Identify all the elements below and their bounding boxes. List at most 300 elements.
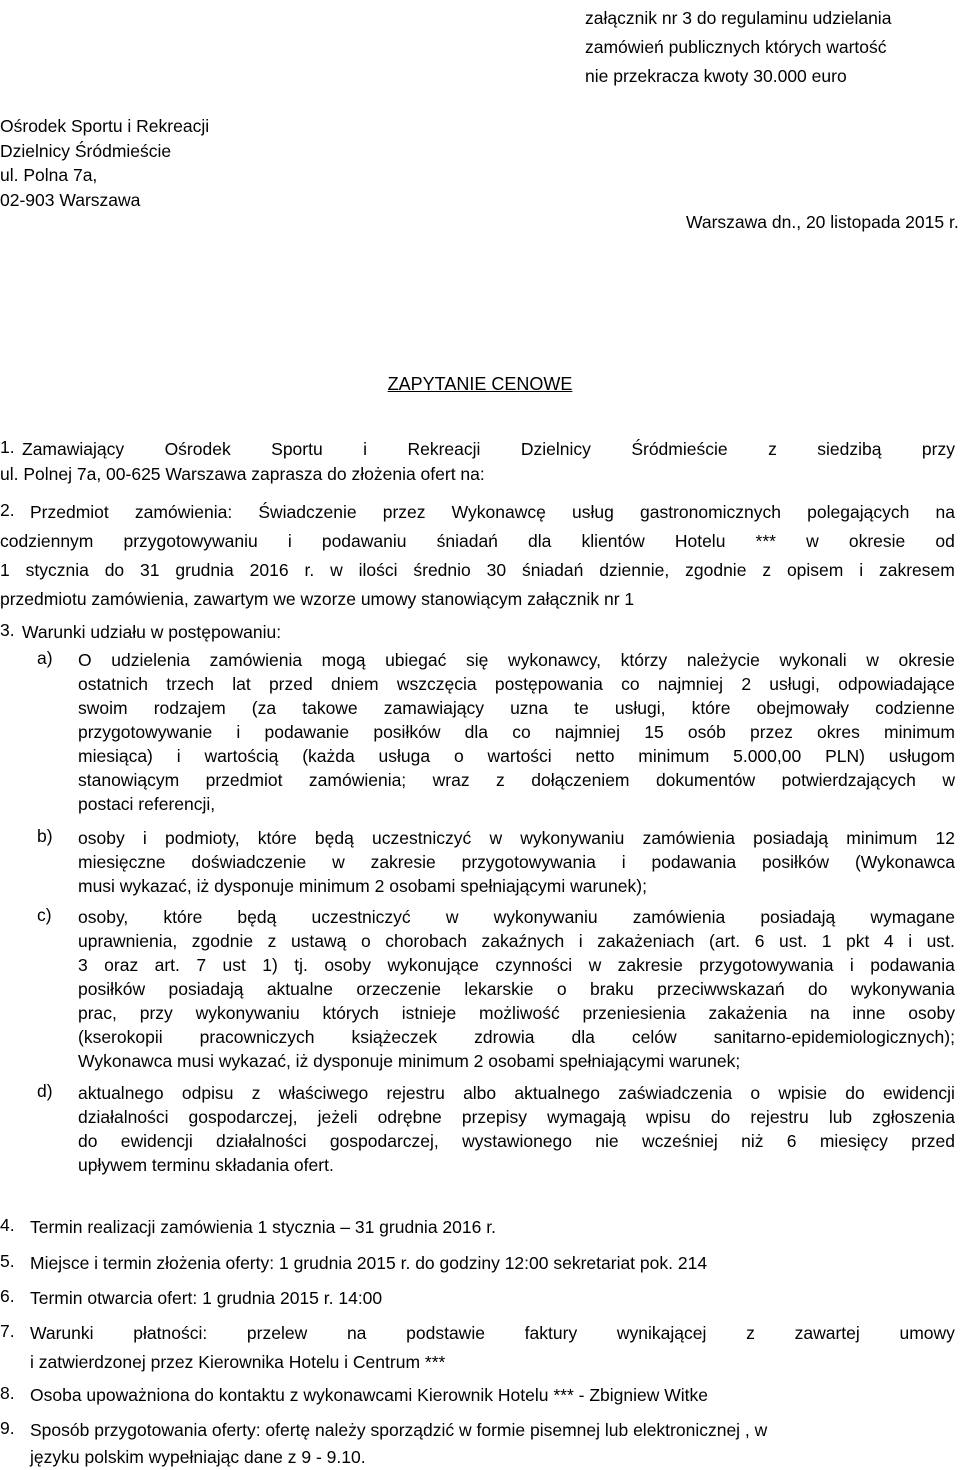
word: i — [287, 531, 292, 551]
word: doświadczenie — [191, 852, 307, 872]
section-9 — [0, 1418, 955, 1468]
word: należycie — [686, 650, 760, 670]
word: PLN) — [825, 746, 865, 766]
word: zakresie — [617, 955, 683, 975]
word: wpisie — [778, 1083, 827, 1103]
word: zakresie — [370, 852, 436, 872]
word: wykonali — [779, 650, 847, 670]
word: o — [453, 746, 464, 766]
justified-line — [78, 1081, 955, 1105]
document-date: Warszawa dn., 20 listopada 2015 r. — [686, 212, 959, 232]
word: minimum — [638, 746, 710, 766]
word: albo — [463, 1083, 497, 1103]
word: 15 — [644, 722, 664, 742]
word: uzna — [510, 698, 549, 718]
word: właściwego — [278, 1083, 369, 1103]
word: z — [496, 770, 505, 790]
word: przeciwwskazań — [657, 979, 785, 999]
word: ustawą — [290, 931, 347, 951]
item-last-line: musi wykazać, iż dysponuje minimum 2 osobami spełniającymi warunek); — [78, 876, 647, 896]
section-2 — [0, 500, 955, 610]
word: 2016 — [249, 560, 289, 580]
word: pkt — [846, 931, 870, 951]
word: prac, — [78, 1003, 117, 1023]
word: ewidencji — [882, 1083, 955, 1103]
word: zawartej — [794, 1323, 860, 1343]
section-text — [30, 1321, 955, 1374]
word: do — [78, 1131, 98, 1151]
justified-line — [78, 744, 955, 768]
word: te — [574, 698, 589, 718]
word: wykonywaniu — [493, 907, 598, 927]
section-text-line: przedmiotu zamówienia, zawartym we wzorze umowy stanowiącym załącznik nr 1 — [0, 589, 635, 609]
word: przygotowywania — [461, 852, 596, 872]
word: Rekreacji — [407, 439, 481, 459]
word: zaświadczenia — [618, 1083, 733, 1103]
item-b-text — [78, 826, 955, 898]
word: zamówienia — [642, 828, 735, 848]
word: rejestru — [386, 1083, 445, 1103]
word: osoby, — [78, 907, 129, 927]
word: 30 — [486, 560, 507, 580]
word: 2 — [741, 674, 752, 694]
word: netto — [575, 746, 615, 766]
section-number: 6. — [0, 1286, 15, 1306]
word: czynności — [495, 955, 573, 975]
word: o — [750, 1083, 761, 1103]
word: opisem — [786, 560, 844, 580]
word: podawania — [870, 955, 955, 975]
word: tj. — [294, 955, 308, 975]
word: wykonywaniu — [520, 828, 625, 848]
word: od — [935, 531, 955, 551]
word: postępowania — [494, 674, 603, 694]
attachment-line: załącznik nr 3 do regulaminu udzielania — [585, 8, 892, 28]
word: przeniesienia — [582, 1003, 686, 1023]
section-number: 3. — [0, 620, 15, 640]
justified-line — [22, 437, 955, 461]
justified-line — [78, 1105, 955, 1129]
word: aktualne — [266, 979, 333, 999]
word: lub — [828, 1107, 853, 1127]
word: stanowiącym — [78, 770, 180, 790]
word: podawaniu — [321, 531, 407, 551]
item-label: d) — [37, 1081, 53, 1101]
word: (art. — [709, 931, 741, 951]
word: dziennie, — [599, 560, 670, 580]
word: usługi, — [769, 674, 820, 694]
word: *** — [755, 531, 776, 551]
word: minimum — [884, 722, 955, 742]
word: śniadań — [522, 560, 584, 580]
section-text-line: Sposób przygotowania oferty: ofertę należy sporządzić w formie pisemnej lub elektronicznej , w — [30, 1420, 768, 1440]
word: z — [746, 1323, 755, 1343]
address-line: Dzielnicy Śródmieście — [0, 140, 172, 161]
word: ewidencji — [120, 1131, 193, 1151]
word: w — [489, 828, 503, 848]
word: oraz — [104, 955, 139, 975]
word: gospodarczej, — [188, 1107, 298, 1127]
word: podmioty, — [165, 828, 240, 848]
item-last-line: postaci referencji, — [78, 794, 216, 814]
section-number: 4. — [0, 1215, 15, 1235]
word: którzy — [620, 650, 668, 670]
word: art. — [154, 955, 180, 975]
section-text-line: języku polskim wypełniając dane z 9 - 9.10. — [30, 1447, 366, 1467]
word: miesięcy — [819, 1131, 888, 1151]
word: wykonujące — [387, 955, 479, 975]
word: przelew — [246, 1323, 308, 1343]
word: zakażeniach — [597, 931, 695, 951]
justified-line — [78, 720, 955, 744]
word: i — [621, 852, 626, 872]
word: będą — [237, 907, 277, 927]
word: średnio — [413, 560, 471, 580]
justified-line — [78, 826, 955, 850]
word: 6 — [786, 1131, 797, 1151]
word: na — [935, 502, 955, 522]
word: które — [691, 698, 731, 718]
word: takowe — [302, 698, 358, 718]
word: z — [267, 931, 277, 951]
word: posiłków — [78, 979, 146, 999]
section-number: 1. — [0, 437, 15, 457]
word: na — [346, 1323, 367, 1343]
word: które — [257, 828, 297, 848]
word: z — [762, 560, 772, 580]
word: Warunki — [30, 1323, 94, 1343]
word: w — [332, 852, 345, 872]
word: (kserokopii — [78, 1027, 163, 1047]
word: najmniej — [657, 674, 724, 694]
word: 31 — [140, 560, 160, 580]
word: i — [908, 931, 913, 951]
word: chorobach — [385, 931, 467, 951]
word: przygotowywaniu — [123, 531, 258, 551]
section-text — [30, 500, 955, 524]
word: zakażenia — [708, 1003, 788, 1023]
word: przy — [921, 439, 955, 459]
section-1 — [0, 437, 955, 487]
word: aktualnego — [514, 1083, 601, 1103]
word: do — [104, 560, 125, 580]
section-text — [0, 529, 955, 611]
attachment-line: nie przekracza kwoty 30.000 euro — [585, 66, 847, 86]
word: podawania — [651, 852, 737, 872]
word: niż — [741, 1131, 764, 1151]
section-number: 2. — [0, 500, 15, 520]
word: usługom — [888, 746, 955, 766]
section-number: 8. — [0, 1383, 15, 1403]
word: zakresem — [879, 560, 955, 580]
word: codziennym — [0, 531, 94, 551]
word: wartości — [487, 746, 552, 766]
word: w — [588, 955, 602, 975]
word: wymagają — [547, 1107, 626, 1127]
word: wykonywaniu — [195, 1003, 300, 1023]
word: posiłków — [373, 722, 441, 742]
word: przedmiot — [205, 770, 283, 790]
word: 3 — [78, 955, 88, 975]
section-text — [22, 437, 955, 461]
word: i — [859, 560, 864, 580]
word: do — [710, 1107, 731, 1127]
word: pracowniczych — [199, 1027, 315, 1047]
word: zamówienia — [632, 907, 726, 927]
word: zamawiający — [383, 698, 484, 718]
word: w — [330, 560, 343, 580]
word: wykonawcy, — [507, 650, 602, 670]
word: Sportu — [271, 439, 323, 459]
word: które — [163, 907, 203, 927]
word: przepisy — [461, 1107, 528, 1127]
section-text-line: i zatwierdzonej przez Kierownika Hotelu i Centrum *** — [30, 1352, 446, 1372]
word: co — [621, 674, 640, 694]
word: Ośrodek — [164, 439, 231, 459]
word: faktury — [524, 1323, 578, 1343]
justified-line — [78, 648, 955, 672]
section-text-line: Osoba upoważniona do kontaktu z wykonawcami Kierownik Hotelu *** - Zbigniew Witke — [30, 1385, 708, 1405]
word: ilości — [358, 560, 398, 580]
word: 5.000,00 — [733, 746, 802, 766]
word: orzeczenie — [356, 979, 442, 999]
word: dla — [571, 1027, 595, 1047]
word: lekarskie — [464, 979, 534, 999]
word: Przedmiot — [30, 502, 109, 522]
word: usług — [572, 502, 614, 522]
word: co — [512, 722, 531, 742]
word: przez — [750, 722, 793, 742]
word: osoby — [324, 955, 372, 975]
section-number: 7. — [0, 1321, 15, 1341]
justified-line — [78, 768, 955, 792]
word: (każda — [302, 746, 355, 766]
word: działalności — [216, 1131, 307, 1151]
word: będą — [314, 828, 354, 848]
word: 4 — [883, 931, 894, 951]
word: sanitarno-epidemiologicznych); — [713, 1027, 955, 1047]
word: Śródmieście — [631, 439, 728, 459]
item-last-line: upływem terminu składania ofert. — [78, 1155, 334, 1175]
word: potwierdzających — [781, 770, 916, 790]
item-label: b) — [37, 826, 53, 846]
word: posiadają — [168, 979, 244, 999]
word: osoby — [908, 1003, 955, 1023]
word: z — [768, 439, 777, 459]
word: 1 — [0, 560, 10, 580]
word: odpisu — [181, 1083, 234, 1103]
justified-line — [0, 558, 955, 582]
section-text-line: ul. Polnej 7a, 00-625 Warszawa zaprasza do złożenia ofert na: — [0, 464, 485, 484]
word: dokumentów — [655, 770, 756, 790]
word: minimum — [846, 828, 918, 848]
word: ust. — [778, 931, 808, 951]
word: o — [360, 931, 371, 951]
word: obejmowały — [756, 698, 849, 718]
word: (Wykonawca — [854, 852, 955, 872]
word: Świadczenie — [258, 502, 357, 522]
word: braku — [590, 979, 634, 999]
justified-line — [78, 672, 955, 696]
word: wynikającej — [616, 1323, 707, 1343]
word: zamówienia — [209, 650, 303, 670]
word: stycznia — [25, 560, 89, 580]
word: uczestniczyć — [311, 907, 411, 927]
justified-line — [78, 1025, 955, 1049]
word: wpisu — [646, 1107, 691, 1127]
word: usługa — [378, 746, 431, 766]
word: posiadają — [760, 907, 836, 927]
word: możliwość — [479, 1003, 560, 1023]
word: i — [176, 746, 181, 766]
word: okres — [817, 722, 860, 742]
word: przy — [139, 1003, 173, 1023]
word: posiadają — [753, 828, 829, 848]
word: codzienne — [875, 698, 955, 718]
word: ubiegać — [385, 650, 447, 670]
word: do — [807, 979, 828, 999]
word: istnieje — [401, 1003, 457, 1023]
word: i — [236, 722, 241, 742]
word: usługi, — [614, 698, 666, 718]
justified-line — [78, 696, 955, 720]
word: r. — [304, 560, 315, 580]
word: aktualnego — [78, 1083, 164, 1103]
word: grudnia — [175, 560, 234, 580]
word: przygotowywania — [699, 955, 834, 975]
word: działalności — [78, 1107, 169, 1127]
justified-line — [78, 905, 955, 929]
section-3 — [0, 620, 955, 1180]
word: przez — [382, 502, 426, 522]
word: nie — [595, 1131, 619, 1151]
word: i — [363, 439, 368, 459]
word: zgłoszenia — [872, 1107, 955, 1127]
address-line: Ośrodek Sportu i Rekreacji — [0, 116, 210, 136]
item-label: c) — [37, 905, 52, 925]
word: w — [806, 531, 819, 551]
word: Dzielnicy — [520, 439, 591, 459]
word: posiłków — [761, 852, 830, 872]
section-text-line: Miejsce i termin złożenia oferty: 1 grudnia 2015 r. do godziny 12:00 sekretariat pok. 214 — [30, 1253, 708, 1273]
item-a-text — [78, 648, 955, 816]
word: przed — [911, 1131, 955, 1151]
section-number: 9. — [0, 1418, 15, 1438]
word: płatności: — [133, 1323, 208, 1343]
sender-address — [0, 114, 209, 212]
word: uczestniczyć — [372, 828, 472, 848]
word: 7 — [196, 955, 207, 975]
word: ust. — [926, 931, 955, 951]
justified-line — [30, 1321, 955, 1345]
item-last-line: Wykonawca musi wykazać, iż dysponuje minimum 2 osobami spełniającymi warunek; — [78, 1051, 741, 1071]
document-title: ZAPYTANIE CENOWE — [387, 374, 573, 394]
word: ust — [222, 955, 246, 975]
section-heading: Warunki udziału w postępowaniu: — [22, 622, 282, 642]
justified-line — [78, 977, 955, 1001]
section-number: 5. — [0, 1251, 15, 1271]
address-line: ul. Polna 7a, — [0, 165, 98, 185]
word: umowy — [899, 1323, 955, 1343]
word: gospodarczej, — [329, 1131, 439, 1151]
word: w — [445, 907, 459, 927]
word: Hotelu — [674, 531, 726, 551]
section-text-line: Termin realizacji zamówienia 1 stycznia – 31 grudnia 2016 r. — [30, 1217, 496, 1237]
word: z — [251, 1083, 261, 1103]
word: inne — [852, 1003, 886, 1023]
word: polegających — [807, 502, 910, 522]
word: miesiąca) — [78, 746, 153, 766]
word: podawanie — [264, 722, 350, 742]
word: celów — [631, 1027, 677, 1047]
word: zgodnie — [685, 560, 747, 580]
word: dla — [528, 531, 552, 551]
word: swoim — [78, 698, 128, 718]
word: zgodnie — [191, 931, 254, 951]
word: (za — [251, 698, 277, 718]
word: w — [866, 650, 879, 670]
word: w — [942, 770, 955, 790]
word: trzech — [166, 674, 214, 694]
word: jeżeli — [317, 1107, 358, 1127]
word: mogą — [321, 650, 366, 670]
word: najmniej — [554, 722, 621, 742]
word: zdrowia — [474, 1027, 535, 1047]
word: wystawionego — [462, 1131, 572, 1151]
word: 6 — [754, 931, 765, 951]
word: wartością — [204, 746, 279, 766]
word: odpowiadające — [838, 674, 955, 694]
word: rejestru — [750, 1107, 809, 1127]
word: 1) — [262, 955, 278, 975]
word: i — [849, 955, 854, 975]
justified-line — [78, 850, 955, 874]
justified-line — [78, 953, 955, 977]
word: rodzajem — [153, 698, 226, 718]
word: wraz — [432, 770, 470, 790]
justified-line — [30, 500, 955, 524]
word: wszczęcia — [396, 674, 477, 694]
word: Zamawiający — [22, 439, 125, 459]
word: zamówienia: — [134, 502, 233, 522]
word: śniadań — [436, 531, 498, 551]
word: 12 — [935, 828, 955, 848]
word: wykonywania — [850, 979, 955, 999]
address-line: 02-903 Warszawa — [0, 189, 141, 210]
word: przed — [268, 674, 313, 694]
word: Wykonawcę — [451, 502, 546, 522]
word: lat — [232, 674, 251, 694]
word: uprawnienia, — [78, 931, 178, 951]
word: ostatnich — [78, 674, 149, 694]
word: książeczek — [351, 1027, 438, 1047]
word: się — [465, 650, 489, 670]
justified-line — [0, 529, 955, 553]
attachment-line: zamówień publicznych których wartość — [585, 37, 887, 57]
word: klientów — [581, 531, 645, 551]
item-label: a) — [37, 648, 53, 668]
word: i — [578, 931, 583, 951]
word: udzielenia — [111, 650, 191, 670]
word: i — [142, 828, 147, 848]
word: dołączeniem — [531, 770, 630, 790]
word: okresie — [848, 531, 906, 551]
item-c-text — [78, 905, 955, 1073]
item-d-text — [78, 1081, 955, 1177]
word: okresie — [898, 650, 955, 670]
section-7 — [0, 1321, 955, 1376]
word: osoby — [78, 828, 125, 848]
